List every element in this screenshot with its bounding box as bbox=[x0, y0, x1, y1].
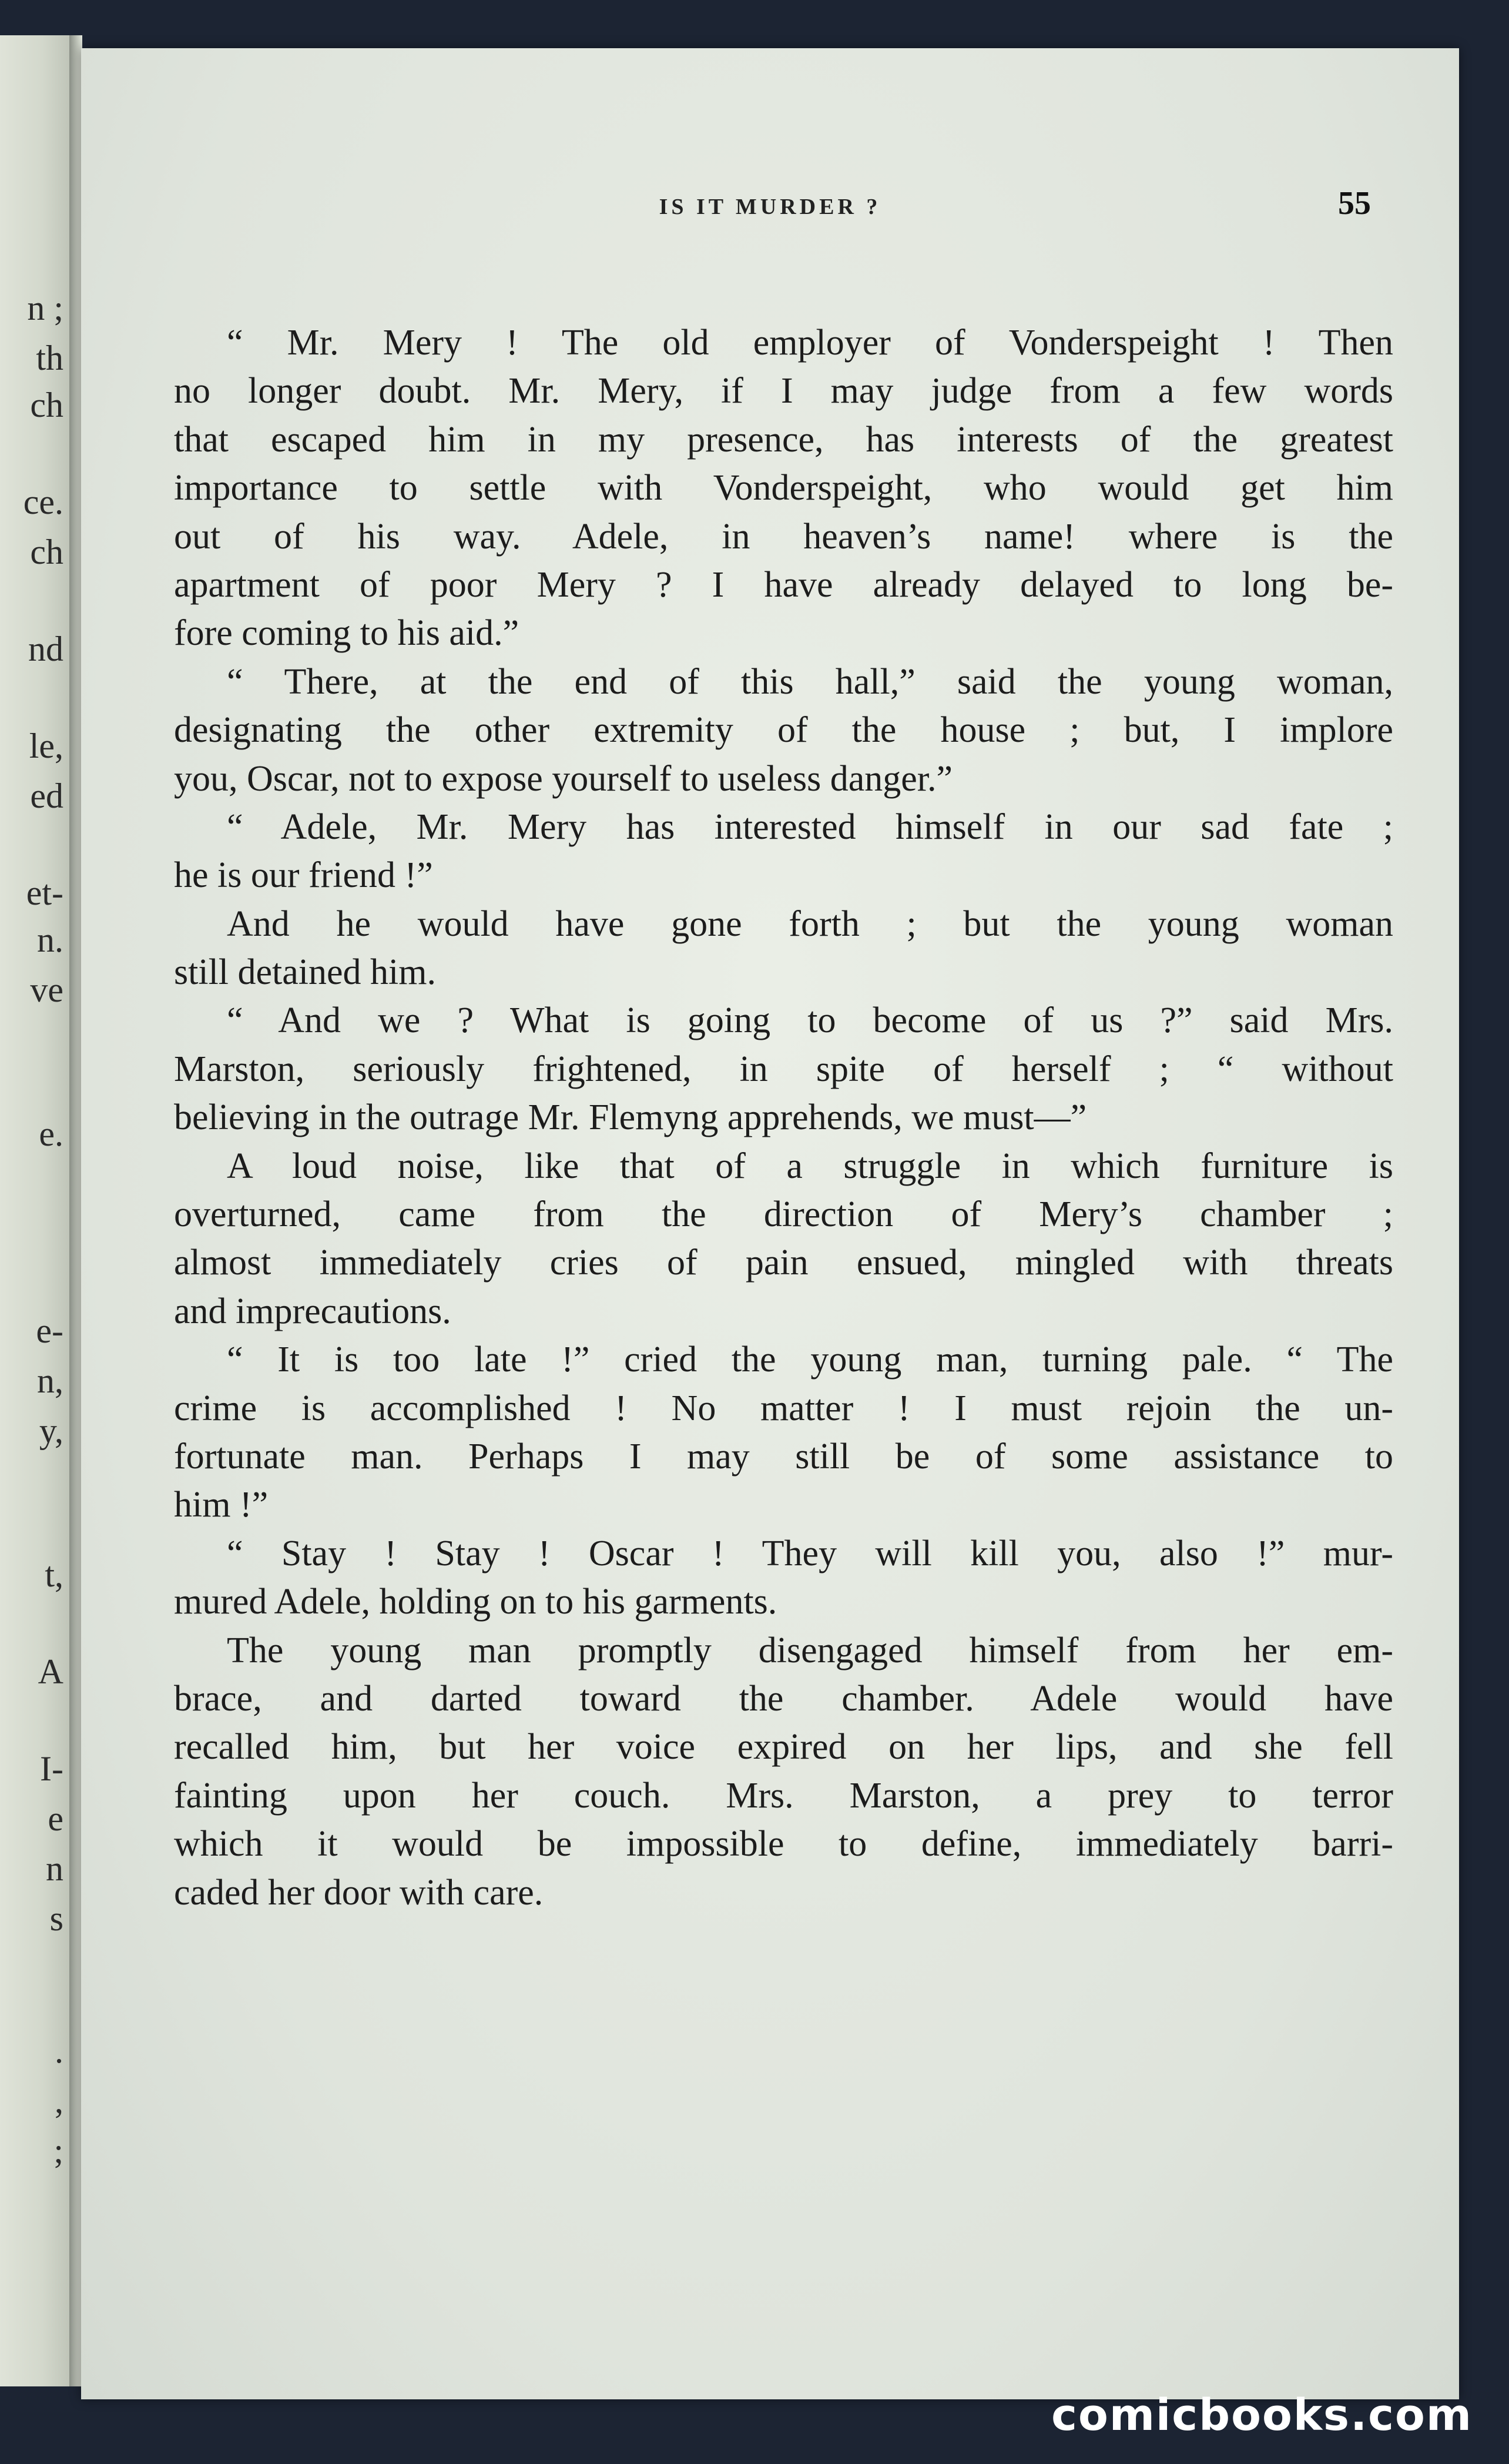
text-line: no longer doubt. Mr. Mery, if I may judge from a few words bbox=[174, 371, 1393, 411]
text-line: that escaped him in my presence, has interests of the greatest bbox=[174, 419, 1393, 460]
left-page-text-fragment: e. bbox=[39, 1114, 63, 1153]
body-text bbox=[174, 319, 1393, 1917]
text-line: fainting upon her couch. Mrs. Marston, a prey to terror bbox=[174, 1775, 1393, 1816]
text-line: fore coming to his aid.” bbox=[174, 613, 519, 654]
left-page-text-fragment: n, bbox=[37, 1361, 63, 1400]
text-line: “ Stay ! Stay ! Oscar ! They will kill you, also !” mur- bbox=[227, 1533, 1393, 1574]
text-line: apartment of poor Mery ? I have already delayed to long be- bbox=[174, 564, 1393, 605]
text-line: “ And we ? What is going to become of us ?” said Mrs. bbox=[227, 1000, 1393, 1041]
text-line: The young man promptly disengaged himself from her em- bbox=[227, 1630, 1393, 1670]
left-page-text-fragment: ve bbox=[30, 970, 63, 1009]
text-line: A loud noise, like that of a struggle in which furniture is bbox=[227, 1146, 1393, 1186]
text-line: and imprecautions. bbox=[174, 1291, 451, 1331]
text-line: crime is accomplished ! No matter ! I must rejoin the un- bbox=[174, 1388, 1393, 1428]
text-line: “ It is too late !” cried the young man, turning pale. “ The bbox=[227, 1340, 1393, 1380]
left-facing-page bbox=[0, 35, 71, 2386]
left-page-text-fragment: et- bbox=[26, 873, 63, 912]
left-page-text-fragment: ce. bbox=[23, 483, 63, 521]
left-page-text-fragment: e- bbox=[36, 1311, 63, 1350]
site-watermark: comicbooks.com bbox=[1051, 2390, 1473, 2440]
text-line: brace, and darted toward the chamber. Adele would have bbox=[174, 1678, 1393, 1719]
page-number: 55 bbox=[1338, 185, 1371, 222]
text-line: almost immediately cries of pain ensued, mingled with threats bbox=[174, 1243, 1393, 1283]
left-page-text-fragment: t, bbox=[45, 1555, 63, 1594]
left-page-text-fragment: ch bbox=[30, 386, 63, 424]
book-page bbox=[81, 48, 1459, 2399]
left-page-text-fragment: n. bbox=[37, 920, 63, 959]
left-page-text-fragment: ch bbox=[30, 533, 63, 571]
text-line: mured Adele, holding on to his garments. bbox=[174, 1582, 777, 1622]
text-line: And he would have gone forth ; but the young woman bbox=[227, 903, 1393, 944]
text-line: caded her door with care. bbox=[174, 1872, 544, 1913]
left-page-text-fragment: A bbox=[38, 1652, 63, 1691]
text-line: out of his way. Adele, in heaven’s name! where is the bbox=[174, 516, 1393, 557]
left-page-text-fragment: e bbox=[48, 1799, 63, 1838]
text-line: you, Oscar, not to expose yourself to useless danger.” bbox=[174, 758, 953, 799]
text-line: still detained him. bbox=[174, 952, 436, 993]
left-page-text-fragment: nd bbox=[28, 630, 63, 668]
text-line: which it would be impossible to define, immediately barri- bbox=[174, 1824, 1393, 1864]
text-line: importance to settle with Vonderspeight, who would get him bbox=[174, 468, 1393, 508]
text-line: “ Mr. Mery ! The old employer of Vonderspeight ! Then bbox=[227, 323, 1393, 363]
book-gutter bbox=[69, 35, 82, 2386]
left-page-text-fragment: ed bbox=[30, 776, 63, 815]
running-head: IS IT MURDER ? bbox=[659, 195, 881, 219]
text-line: overturned, came from the direction of Mery’s chamber ; bbox=[174, 1194, 1393, 1235]
text-line: him !” bbox=[174, 1485, 269, 1525]
left-page-text-fragment: , bbox=[55, 2081, 63, 2120]
text-line: he is our friend !” bbox=[174, 855, 433, 896]
left-page-text-fragment: n ; bbox=[27, 289, 63, 327]
left-page-text-fragment: . bbox=[55, 2031, 63, 2070]
left-page-text-fragment: y, bbox=[39, 1411, 63, 1450]
text-line: Marston, seriously frightened, in spite of herself ; “ without bbox=[174, 1049, 1393, 1089]
left-page-text-fragment: le, bbox=[29, 727, 63, 765]
text-line: believing in the outrage Mr. Flemyng apprehends, we must—” bbox=[174, 1097, 1087, 1138]
left-page-text-fragment: s bbox=[49, 1899, 63, 1938]
text-line: “ Adele, Mr. Mery has interested himself in our sad fate ; bbox=[227, 806, 1393, 847]
text-line: designating the other extremity of the house ; but, I implore bbox=[174, 710, 1393, 751]
left-page-text-fragment: n bbox=[46, 1849, 63, 1888]
left-page-text-fragment: ; bbox=[53, 2131, 63, 2170]
left-page-text-fragment: I- bbox=[40, 1749, 63, 1788]
left-page-text-fragment: th bbox=[36, 339, 63, 377]
text-line: “ There, at the end of this hall,” said the young woman, bbox=[227, 661, 1393, 702]
text-line: recalled him, but her voice expired on her lips, and she fell bbox=[174, 1727, 1393, 1767]
text-line: fortunate man. Perhaps I may still be of some assistance to bbox=[174, 1436, 1393, 1477]
